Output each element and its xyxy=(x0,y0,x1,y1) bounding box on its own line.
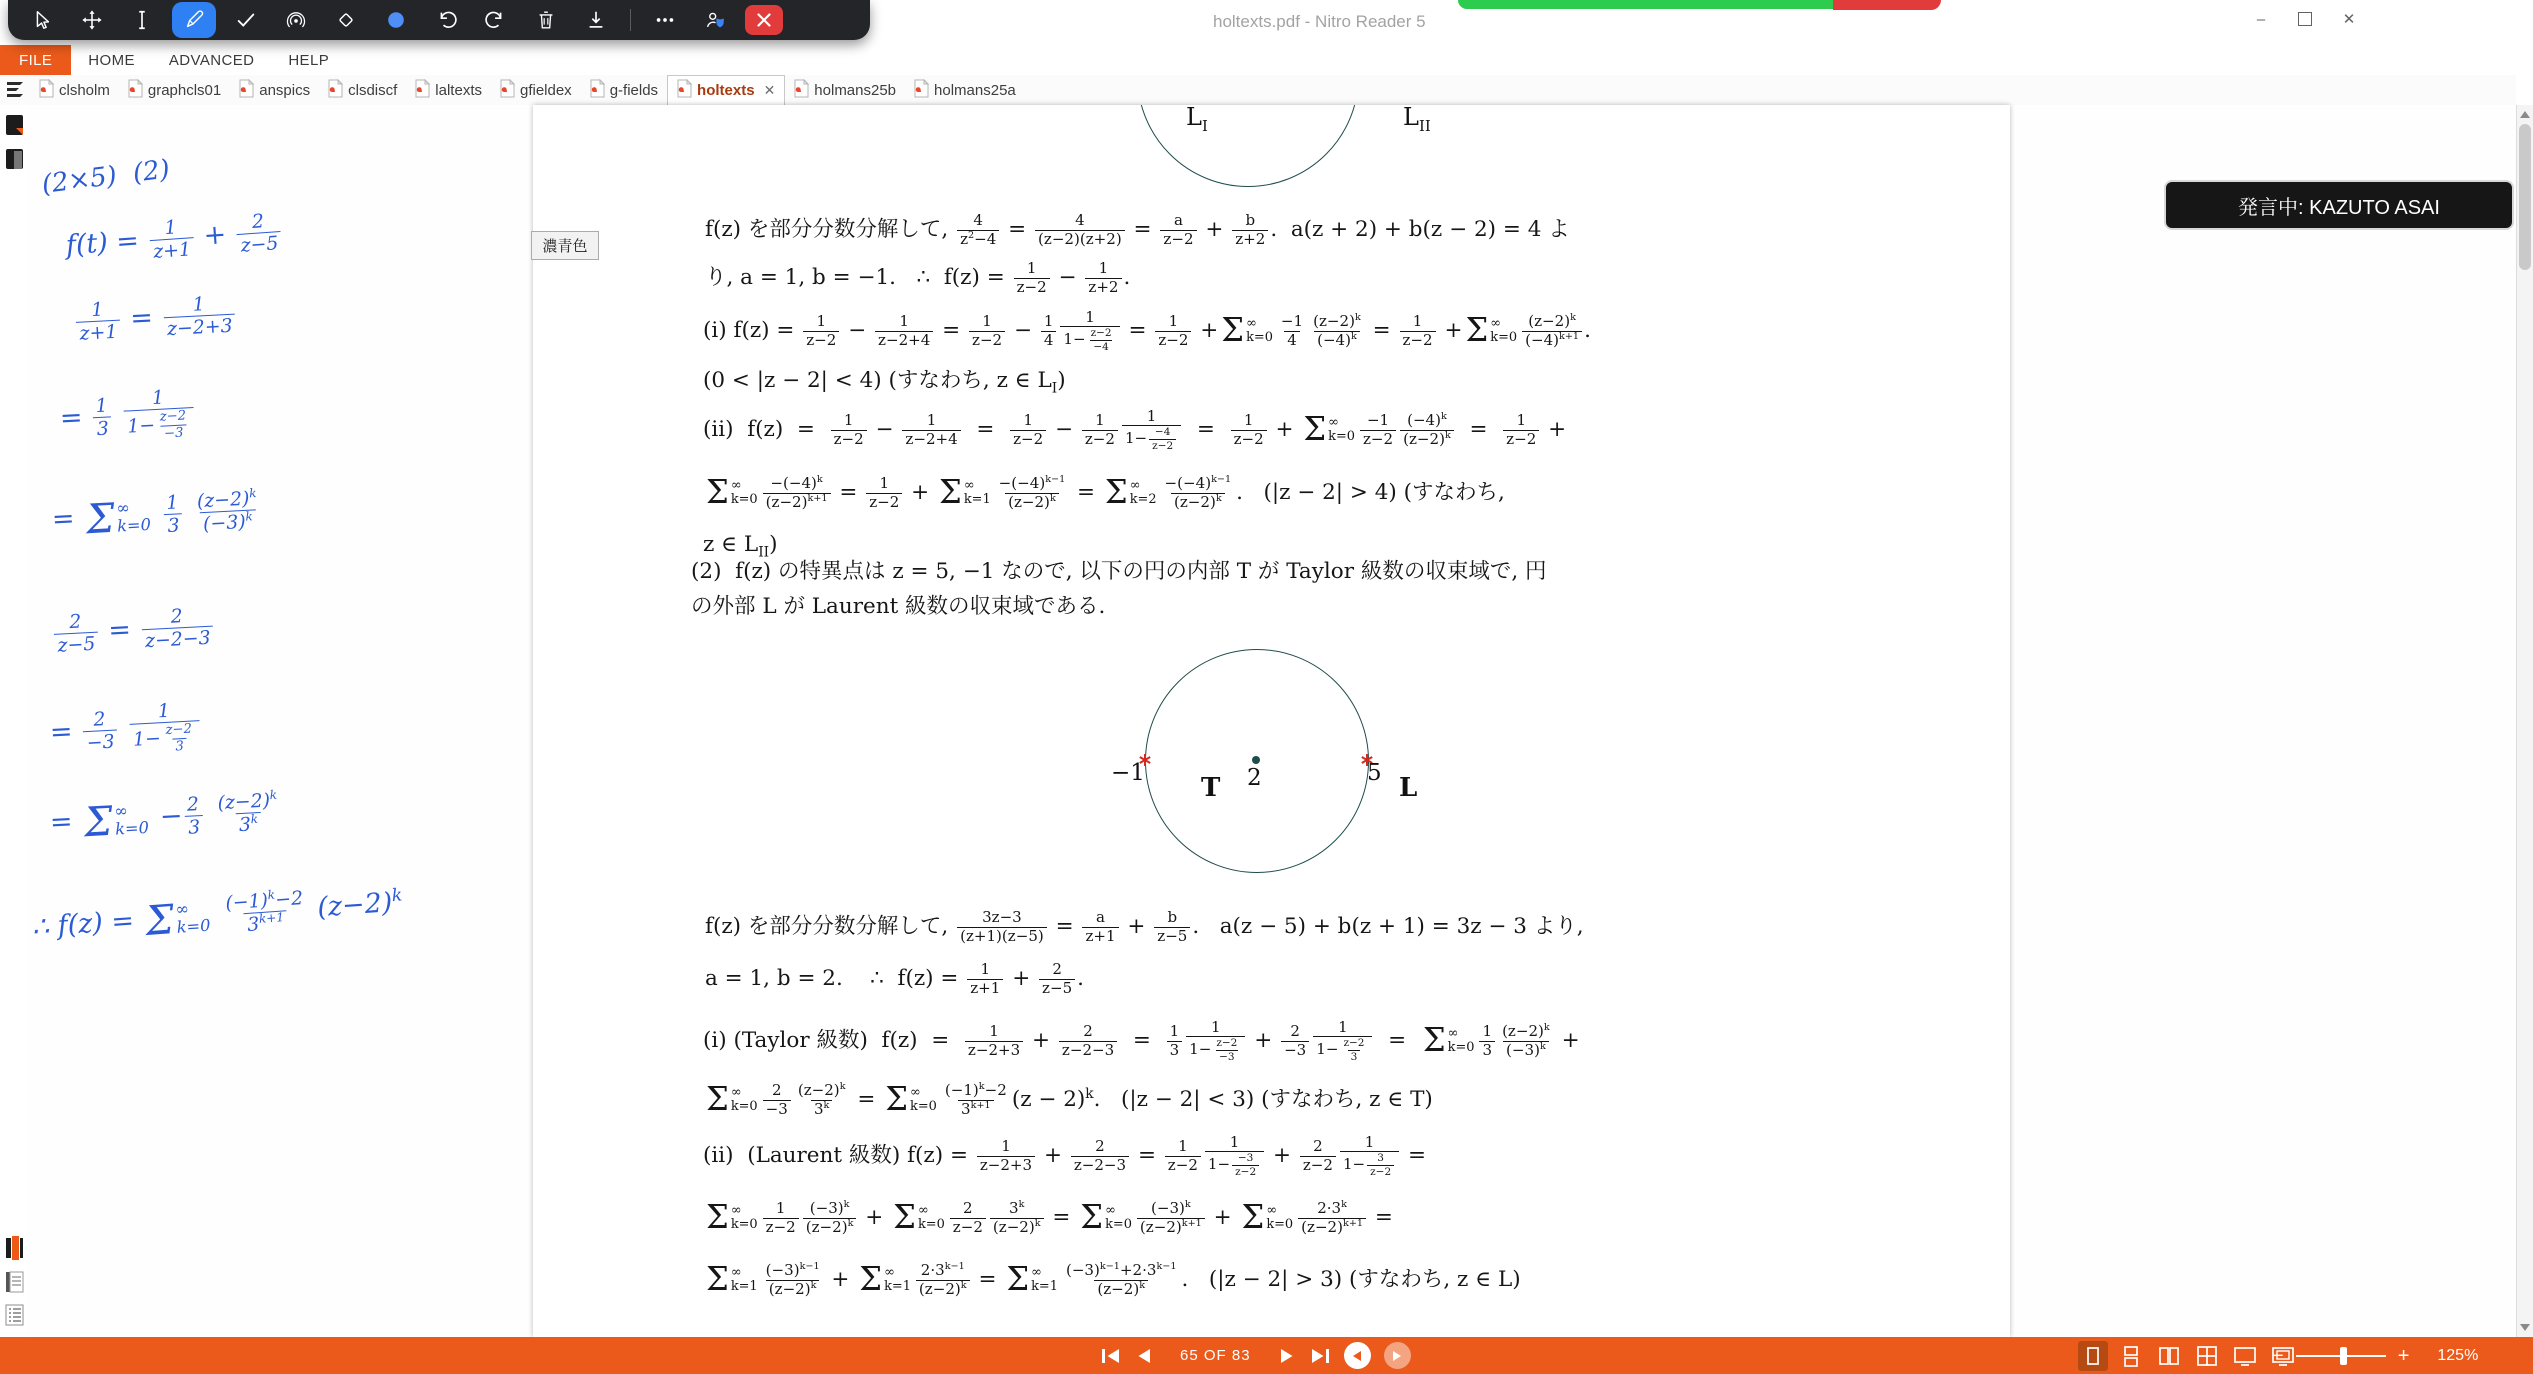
scroll-up-icon[interactable] xyxy=(2520,111,2530,118)
math-block-problem2 xyxy=(691,554,1547,625)
tab-anspics[interactable] xyxy=(230,75,319,105)
single-page-view-icon[interactable] xyxy=(2078,1341,2108,1371)
math-line: f(z) を部分分数分解して, $\frac{4}{z^2-4}$ = $\frac{4}{(z-2)(z+2)}$ = $\frac{a}{z-2}$ + $\frac{b}{z+2}$ . a(z + 2) + b(z − 2) = 4 よ xyxy=(705,210,1570,248)
tab-label: anspics xyxy=(259,81,311,99)
math-line: Σ ∞ k=0 $\frac{2}{-3}$ $\frac{(z-2)^k}{3^k}$ = Σ ∞ k=0 $\frac{(-1)^k-2}{3^{k+1}}$ $(z - 2)^k$. (|z − 2| < 3) (すなわち, z ∈ T) xyxy=(706,1080,1433,1119)
close-window-button[interactable]: ✕ xyxy=(2342,11,2356,28)
menu-item-home[interactable]: HOME xyxy=(88,51,135,69)
pdf-file-icon xyxy=(328,79,343,102)
handwritten-note-line: ∴ f(z) = Σ ∞ k=0 $\frac{(-1)^k-2}{3^{k+1}}$ $(z-2)^k$ xyxy=(30,885,403,945)
tab-label: g-fields xyxy=(609,81,659,99)
tab-label: holmans25a xyxy=(934,81,1016,99)
check-icon[interactable] xyxy=(226,4,266,36)
continuous-view-icon[interactable] xyxy=(2116,1341,2146,1371)
zoom-slider[interactable] xyxy=(2296,1355,2386,1357)
last-page-icon[interactable] xyxy=(1309,1347,1331,1365)
tab-clsdiscf[interactable] xyxy=(319,75,406,105)
screen-share-indicator-green[interactable] xyxy=(1458,0,1833,9)
facing-pages-view-icon[interactable] xyxy=(2154,1341,2184,1371)
more-options-icon[interactable] xyxy=(645,4,685,36)
math-line: f(z) を部分分数分解して, $\frac{3z-3}{(z+1)(z-5)}$ = $\frac{a}{z+1}$ + $\frac{b}{z-5}$ . a(z − 5) + b(z + 1) = 3z − 3 より, xyxy=(705,907,1584,945)
tab-label: clsholm xyxy=(59,81,110,99)
math-line: a = 1, b = 2. ∴ f(z) = $\frac{1}{z+1}$ + $\frac{2}{z-5}$ . xyxy=(705,959,1084,997)
minimize-button[interactable]: – xyxy=(2256,10,2266,28)
math-line: z ∈ $L_{II}$) xyxy=(703,532,778,561)
math-line: Σ ∞ k=0 $\frac{-(-4)^k}{(z-2)^{k+1}}$ = $\frac{1}{z-2}$ + Σ ∞ k=1 $\frac{-(-4)^{k-1}}{(z-2)^k}$ = Σ ∞ k=2 $\frac{-(-4)^{k-1}}{(z-2)^k}$ . (|z − 2| > 4) (すなわち, xyxy=(706,473,1505,512)
trash-icon[interactable] xyxy=(526,4,566,36)
math-block-taylor1 xyxy=(703,301,1591,401)
tab-close-icon[interactable]: ✕ xyxy=(763,82,776,98)
zoom-in-button[interactable]: + xyxy=(2397,1344,2410,1367)
handwritten-note-line: = $\frac{2}{-3}$ 1 1− $\frac{z-2}{3}$ xyxy=(49,698,204,761)
close-icon[interactable] xyxy=(745,5,783,35)
vertical-scrollbar[interactable] xyxy=(2516,105,2533,1337)
menu-item-help[interactable]: HELP xyxy=(288,51,330,69)
speaker-overlay: 発言中: KAZUTO ASAI xyxy=(2166,182,2512,228)
region-label-LII: $L_{II}$ xyxy=(1403,105,1431,135)
move-icon[interactable] xyxy=(72,4,112,36)
color-swatch-icon[interactable] xyxy=(376,4,416,36)
index-panel-icon[interactable] xyxy=(4,1303,25,1327)
pen-color-tooltip: 濃青色 xyxy=(531,231,599,260)
math-line: (ii) f(z) = $\frac{1}{z-2}$ − $\frac{1}{z-2+4}$ = $\frac{1}{z-2}$ − $\frac{1}{z-2}$ 1 1− $\frac{-4}{z-2}$ = $\frac{1}{z-2}$ + Σ ∞ k=0 $\frac{-1}{z-2}$ $\frac{(-4)^k}{(z-2)^k}$ = $\frac{1}{z-2}$ + xyxy=(703,406,1567,452)
tab-clsholm[interactable] xyxy=(30,75,119,105)
signatures-panel-icon[interactable] xyxy=(4,147,25,171)
tab-gfieldex[interactable] xyxy=(491,75,581,105)
math-block-taylor2 xyxy=(703,1010,1580,1128)
math-block-laurent1 xyxy=(703,399,1566,565)
center-point-dot xyxy=(1252,756,1260,764)
pen-icon[interactable] xyxy=(172,2,216,38)
handwritten-note-line: f(t) = $\frac{1}{z+1}$ + $\frac{2}{z-5}$ xyxy=(64,209,284,270)
menu-item-advanced[interactable]: ADVANCED xyxy=(168,51,255,69)
pdf-file-icon xyxy=(39,79,54,102)
tab-label: clsdiscf xyxy=(348,81,398,99)
undo-icon[interactable] xyxy=(426,4,466,36)
pdf-file-icon xyxy=(128,79,143,102)
math-block-laurent2 xyxy=(703,1127,1521,1309)
math-line: Σ ∞ k=1 $\frac{(-3)^{k-1}}{(z-2)^k}$ + Σ ∞ k=1 $\frac{2\cdot 3^{k-1}}{(z-2)^k}$ = Σ ∞ k=1 $\frac{(-3)^{k-1}+2\cdot 3^{k-1}}{(z-2)^k}$ . (|z − 2| > 3) (すなわち, z ∈ L) xyxy=(706,1260,1521,1299)
handwritten-note-line: = $\frac{1}{3}$ 1 1− $\frac{z-2}{-3}$ xyxy=(59,385,198,448)
grid-view-icon[interactable] xyxy=(2192,1341,2222,1371)
region-label-LI: $L_I$ xyxy=(1186,105,1208,135)
panel-toggle-icon[interactable] xyxy=(0,75,30,105)
tab-holtexts[interactable] xyxy=(667,75,785,105)
annotation-toolbar xyxy=(8,0,870,40)
handwritten-note-line: $\frac{1}{z+1}$ = $\frac{1}{z-2+3}$ xyxy=(73,291,238,345)
tab-graphcls01[interactable] xyxy=(119,75,230,105)
tab-holmans25b[interactable] xyxy=(785,75,905,105)
math-line: (2) f(z) の特異点は z = 5, −1 なので, 以下の円の内部 T が Taylor 級数の収束域で, 円 xyxy=(691,559,1547,584)
tab-label: laltexts xyxy=(435,81,482,99)
select-cursor-icon[interactable] xyxy=(22,4,62,36)
status-bar xyxy=(0,1337,2533,1374)
math-block-pf2 xyxy=(705,900,1584,1004)
save-icon[interactable] xyxy=(576,4,616,36)
zoom-level[interactable]: 125% xyxy=(2437,1346,2479,1364)
pdf-file-icon xyxy=(500,79,515,102)
zoom-slider-thumb[interactable] xyxy=(2340,1347,2347,1365)
scrollbar-thumb[interactable] xyxy=(2519,124,2531,270)
pdf-page xyxy=(533,105,2010,1337)
text-cursor-icon[interactable] xyxy=(122,4,162,36)
math-line: り, a = 1, b = −1. ∴ f(z) = $\frac{1}{z-2}$ − $\frac{1}{z+2}$ . xyxy=(705,258,1131,296)
bookmarks-panel-icon[interactable] xyxy=(4,113,25,137)
pdf-file-icon xyxy=(590,79,605,102)
window-title: holtexts.pdf - Nitro Reader 5 xyxy=(1213,12,1426,31)
pdf-file-icon xyxy=(677,79,692,102)
side-panel-strip xyxy=(0,105,29,1337)
handwritten-note-line: $\frac{2}{z-5}$ = $\frac{2}{z-2-3}$ xyxy=(51,603,216,657)
tab-label: gfieldex xyxy=(519,81,572,99)
privacy-icon[interactable] xyxy=(695,4,735,36)
tab-label: graphcls01 xyxy=(147,81,222,99)
comments-panel-icon[interactable] xyxy=(4,1236,25,1260)
prev-page-icon[interactable] xyxy=(1135,1347,1153,1365)
page-indicator[interactable]: 65 OF 83 xyxy=(1180,1347,1251,1364)
region-label-L: L xyxy=(1399,773,1418,803)
math-line: Σ ∞ k=0 $\frac{1}{z-2}$ $\frac{(-3)^k}{(z-2)^k}$ + Σ ∞ k=0 $\frac{2}{z-2}$ $\frac{3^k}{(z-2)^k}$ = Σ ∞ k=0 $\frac{(-3)^k}{(z-2)^{k+1}}$ + Σ ∞ k=0 $\frac{2\cdot 3^k}{(z-2)^{k+1}}$ = xyxy=(706,1198,1393,1237)
attachments-panel-icon[interactable] xyxy=(4,1270,25,1294)
handwritten-note-line: = Σ ∞ k=0 − $\frac{2}{3}$ $\frac{(z-2)^k}{3^k}$ xyxy=(49,787,278,846)
pdf-file-icon xyxy=(914,79,929,102)
handwritten-note-line: (2×5) (2) xyxy=(40,154,172,200)
history-forward-icon[interactable] xyxy=(1384,1342,1411,1369)
menu-item-file[interactable]: FILE xyxy=(0,45,71,75)
point-label-5: 5 xyxy=(1367,760,1382,786)
history-back-icon[interactable] xyxy=(1344,1342,1371,1369)
redo-icon[interactable] xyxy=(476,4,516,36)
laser-pointer-icon[interactable] xyxy=(276,4,316,36)
pdf-file-icon xyxy=(794,79,809,102)
math-line: (i) (Taylor 級数) f(z) = $\frac{1}{z-2+3}$ + $\frac{2}{z-2-3}$ = $\frac{1}{3}$ 1 1− $\frac{z-2}{-3}$ + $\frac{2}{-3}$ 1 1− $\frac{z-2}{3}$ = Σ ∞ k=0 $\frac{1}{3}$ $\frac{(z-2)^k}{(-3)^k}$ + xyxy=(703,1017,1580,1063)
tab-label: holtexts xyxy=(697,82,755,99)
math-line: の外部 L が Laurent 級数の収束域である. xyxy=(691,594,1106,619)
tab-label: holmans25b xyxy=(814,81,897,99)
toolbar-separator xyxy=(630,9,631,31)
maximize-button[interactable] xyxy=(2296,10,2314,28)
pdf-file-icon xyxy=(415,79,430,102)
region-label-T: T xyxy=(1201,773,1221,803)
tab-g-fields[interactable] xyxy=(581,75,667,105)
zoom-out-button[interactable]: − xyxy=(2272,1344,2284,1367)
next-page-icon[interactable] xyxy=(1278,1347,1296,1365)
document-tab-bar xyxy=(0,75,2516,106)
handwritten-note-line: = Σ ∞ k=0 $\frac{1}{3}$ $\frac{(z-2)^k}{(-3)^k}$ xyxy=(51,485,257,543)
first-page-icon[interactable] xyxy=(1100,1347,1122,1365)
pdf-file-icon xyxy=(239,79,254,102)
top-convergence-circle xyxy=(1137,105,1359,187)
tab-holmans25a[interactable] xyxy=(905,75,1025,105)
tab-laltexts[interactable] xyxy=(406,75,491,105)
maximize-icon xyxy=(2298,12,2312,26)
math-line: (ii) (Laurent 級数) f(z) = $\frac{1}{z-2+3}$ + $\frac{2}{z-2-3}$ = $\frac{1}{z-2}$ 1 1− $\frac{-3}{z-2}$ + $\frac{2}{z-2}$ 1 1− $\frac{3}{z-2}$ = xyxy=(703,1132,1427,1178)
math-line: (i) f(z) = $\frac{1}{z-2}$ − $\frac{1}{z-2+4}$ = $\frac{1}{z-2}$ − $\frac{1}{4}$ 1 1− $\frac{z-2}{-4}$ = $\frac{1}{z-2}$ + Σ ∞ k=0 $\frac{-1}{4}$ $\frac{(z-2)^k}{(-4)^k}$ = $\frac{1}{z-2}$ + Σ ∞ k=0 $\frac{(z-2)^k}{(-4)^{k+1}}$ . xyxy=(703,307,1591,353)
math-block-pf1 xyxy=(705,205,1570,301)
math-line: (0 < |z − 2| < 4) (すなわち, z ∈ $L_I$) xyxy=(703,368,1066,397)
scroll-down-icon[interactable] xyxy=(2520,1324,2530,1331)
menu-bar xyxy=(0,45,2533,75)
screen-share-indicator-red[interactable] xyxy=(1833,0,1941,10)
eraser-icon[interactable] xyxy=(326,4,366,36)
point-label-minus1: −1 xyxy=(1111,760,1145,786)
point-label-2: 2 xyxy=(1247,765,1262,791)
fullscreen-view-icon[interactable] xyxy=(2230,1341,2260,1371)
